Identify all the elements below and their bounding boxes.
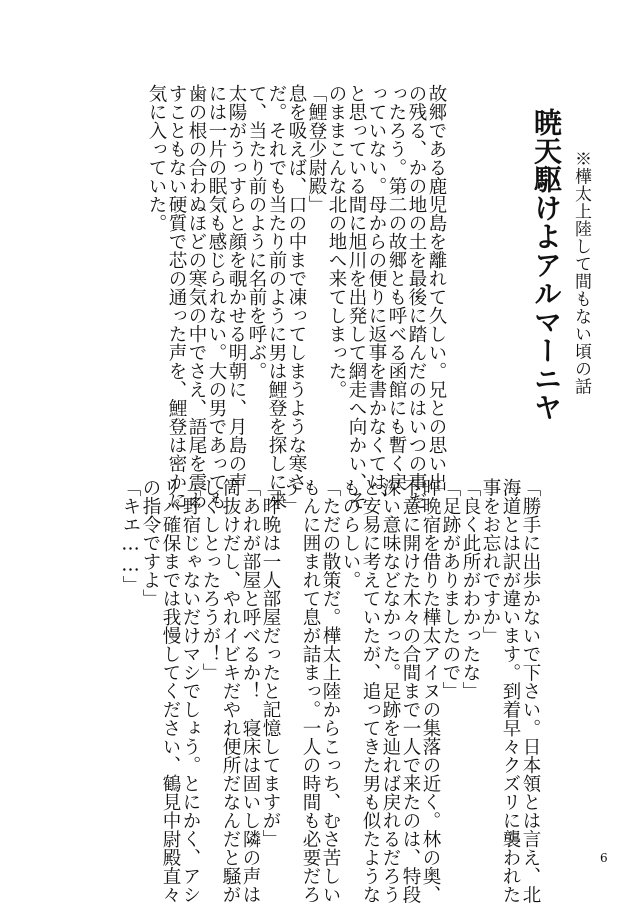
text-line: う」 (280, 478, 301, 515)
text-line: 「キエ……」 (120, 478, 141, 594)
text-line: と安易に考えていたが、追ってきた男も似たような (360, 478, 381, 904)
text-line: 「昨晩は一人部屋だったと記憶してますが」 (260, 478, 281, 848)
text-line: 「良く此所がわかったな」 (460, 478, 481, 700)
text-line: には一片の眠気も感じられない。大の男であっても (206, 84, 227, 510)
text-line: リパ確保までは我慢してください、鶴見中尉殿直々 (160, 478, 181, 904)
text-line: すこともない硬質で芯の通った声を、鯉登は密かに (166, 84, 187, 510)
page-number: 6 (600, 851, 608, 865)
text-line: のままこんな北の地へ来てしまった。 (326, 84, 347, 399)
text-line: 息を吸えば、口の中まで凍ってしまうような寒さ (286, 84, 307, 491)
text-line: の残る、かの地の土を最後に踏んだのはいつの事だ (406, 84, 427, 510)
text-line: 「勝手に出歩かないで下さい。日本領とは言え、北 (520, 478, 541, 904)
text-line: 海道とは訳が違います。到着早々クズリに襲われた (500, 478, 521, 904)
text-line: と思っている間に旭川を出発して網走へ向かい、そ (346, 84, 367, 510)
text-line: 筒抜けだし、やれイビキだやれ便所だなんだと騒が (220, 478, 241, 904)
text-line: て、当たり前のように名前を呼ぶ。 (246, 84, 267, 380)
text-line: もんに囲まれて息が詰まっ。一人の時間も必要だろ (300, 478, 321, 904)
text-line: 「ただの散策だ。樺太上陸からこっち、むさ苦しい (320, 478, 341, 904)
text-line: ったろう。第二の故郷とも呼べる函館にも暫く戻 (386, 84, 407, 491)
text-line: 気に入っていた。 (146, 84, 167, 232)
text-line: 深い意味などなかった。足跡を辿れば戻れるだろう (380, 478, 401, 904)
text-line: 故郷である鹿児島を離れて久しい。兄との思い出 (426, 84, 447, 491)
body-text-lower (120, 478, 541, 904)
text-line: の指令ですよ」 (140, 478, 161, 608)
text-line: だ。それでも当たり前のように男は鯉登を探しに来 (266, 84, 287, 510)
story-subtitle: ※樺太上陸して間もない頃の話 (571, 150, 591, 395)
text-line: 「鯉登少尉殿」 (306, 84, 327, 214)
text-line: 事をお忘れですか」 (480, 478, 501, 645)
text-line: 太陽がうっすらと顔を覗かせる明朝に、月島の声 (226, 84, 247, 491)
story-title: 暁天駆けよアルマーニヤ (530, 108, 563, 422)
text-line: 歯の根の合わぬほどの寒気の中でさえ、語尾を震わ (186, 84, 207, 510)
text-line: しくしとったろうが！」 (200, 478, 221, 682)
text-line: っていない。母からの便りに返事を書かなくては、 (366, 84, 387, 510)
text-line: 「あれが部屋と呼べるか！ 寝床は固いし隣の声は (240, 478, 261, 904)
body-text-upper (146, 84, 447, 510)
text-line: 「足跡がありましたので」 (440, 478, 461, 700)
text-line: ものらしい。 (340, 478, 361, 589)
text-line: 「野宿じゃないだけマシでしょう。とにかく、アシ (180, 478, 201, 904)
text-line: 不意に開けた木々の合間まで一人で来たのは、特段 (400, 478, 421, 904)
text-line: 昨晩宿を借りた樺太アイヌの集落の近く。林の奥、 (420, 478, 441, 904)
